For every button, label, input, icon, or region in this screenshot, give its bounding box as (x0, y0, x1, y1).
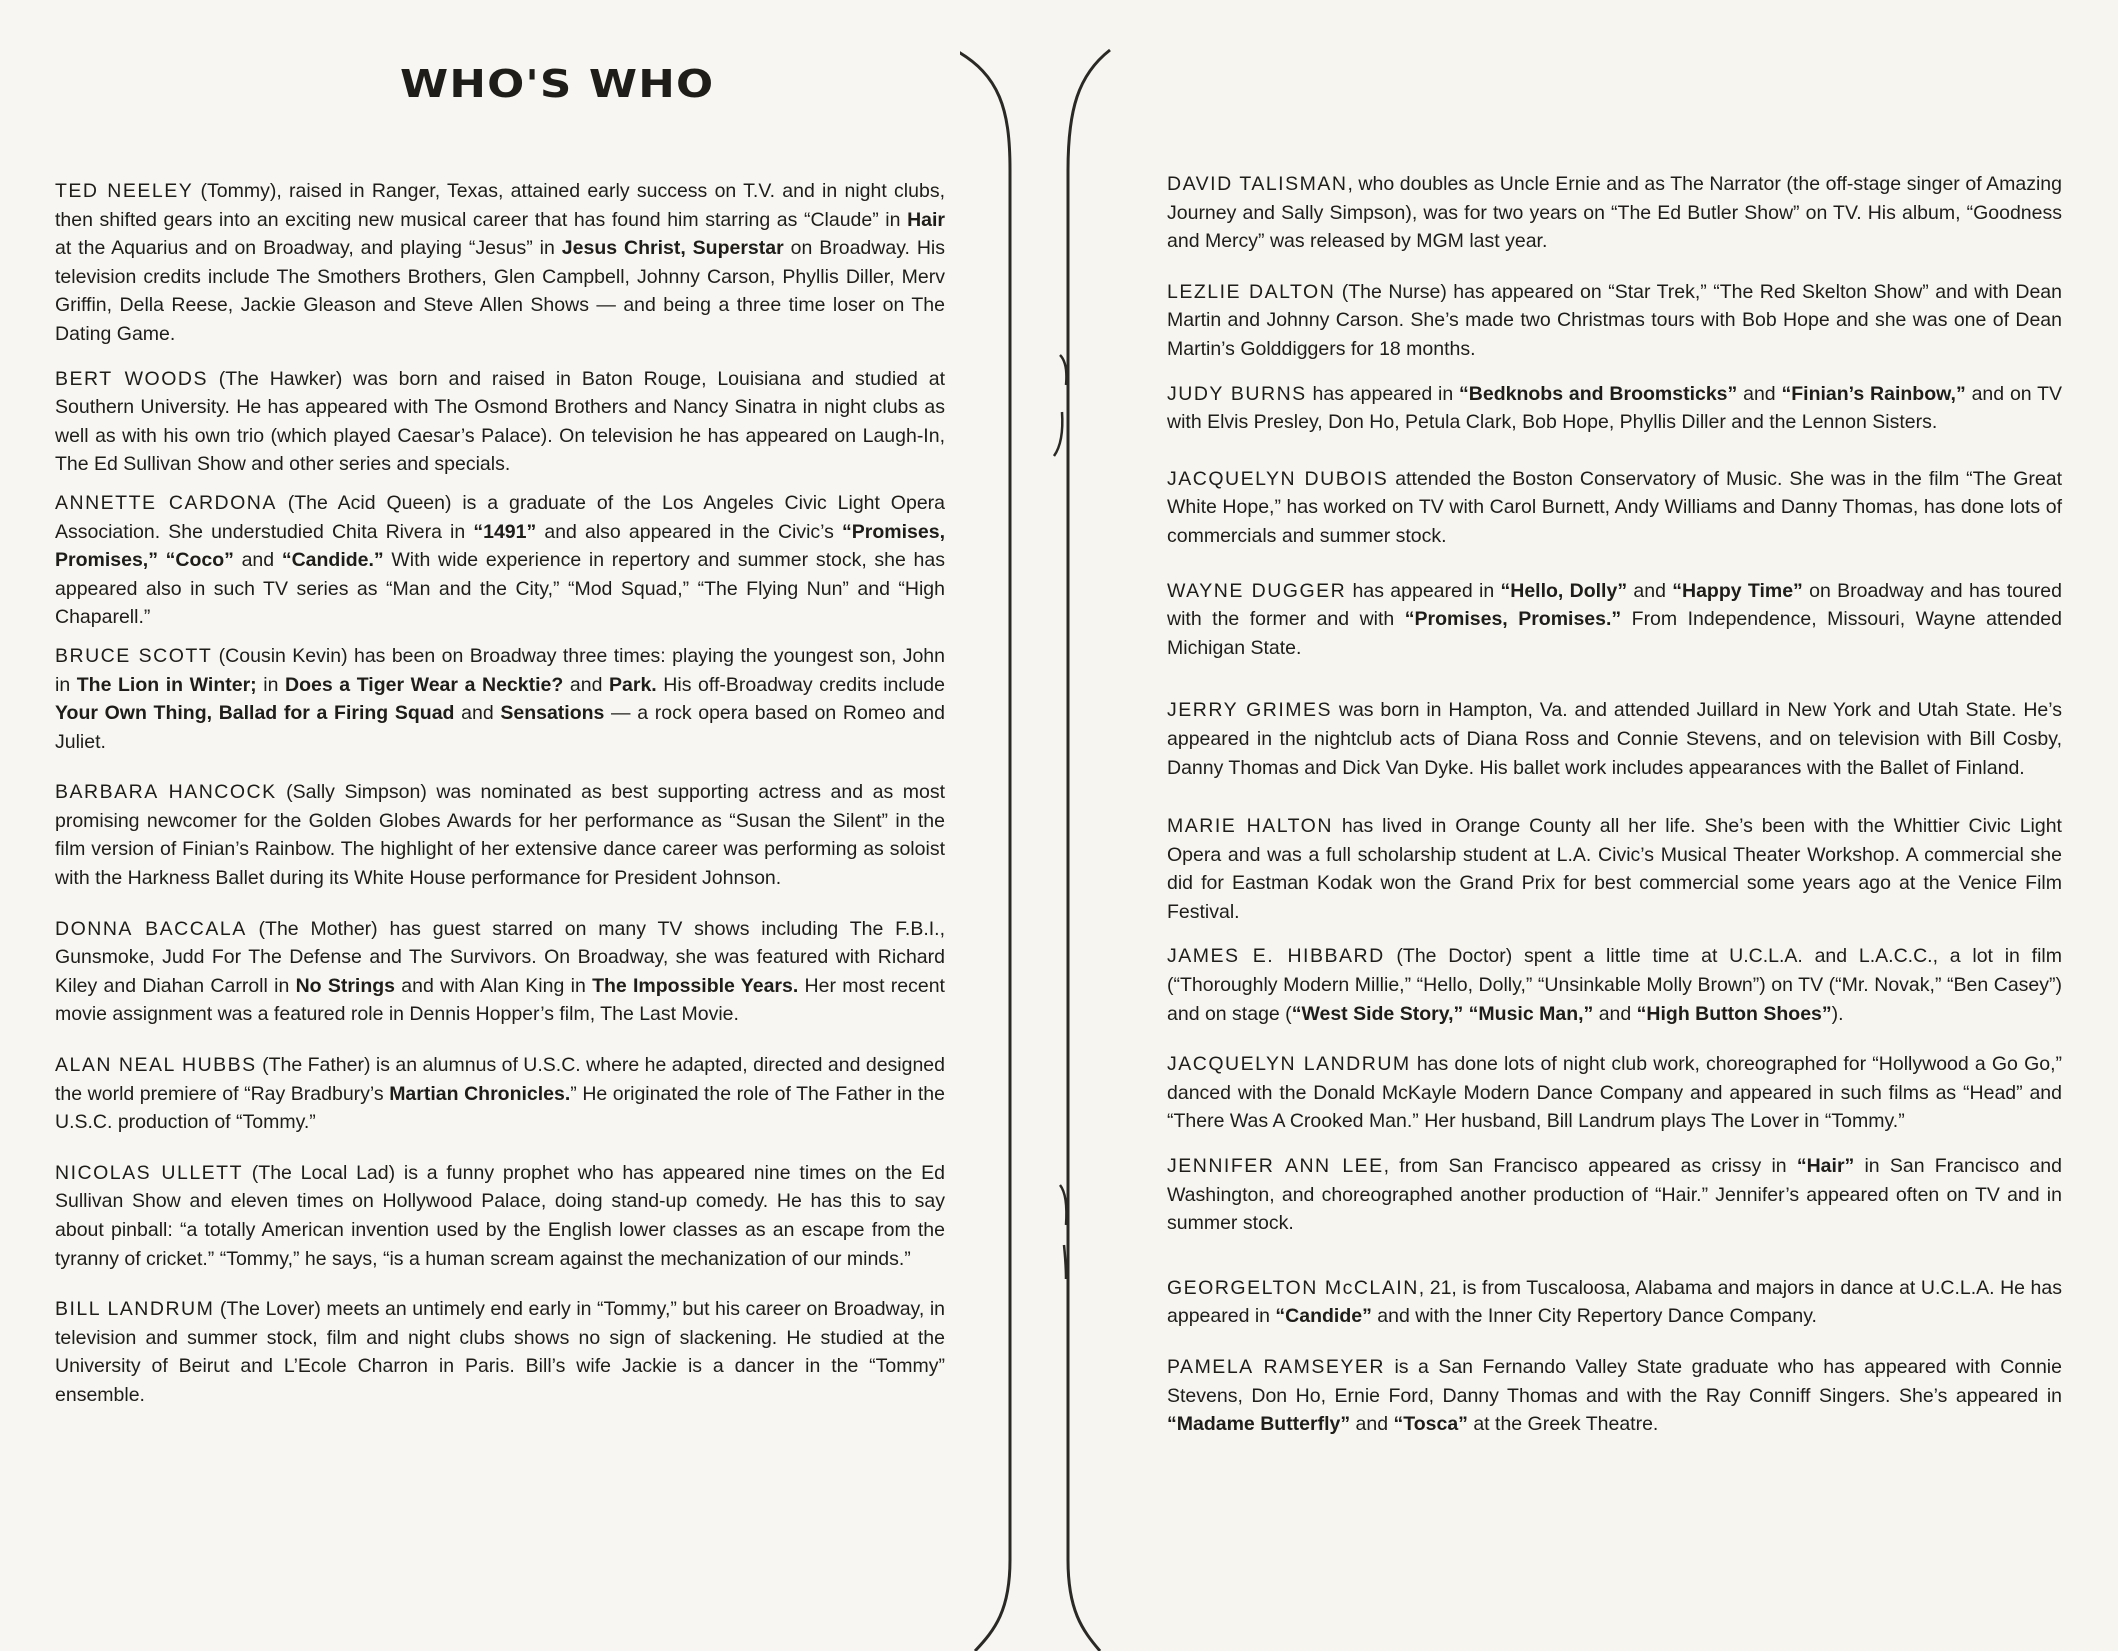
production-title: “Tosca” (1393, 1413, 1468, 1436)
production-title: “West Side Story,” “Music Man,” (1291, 1002, 1594, 1025)
performer-name: TED NEELEY (55, 180, 194, 202)
performer-name: DONNA BACCALA (55, 917, 247, 940)
production-title: Sensations (500, 702, 605, 725)
left-page (0, 0, 1010, 1651)
bio-paragraph (1167, 1274, 2062, 1331)
bio-text: and (1593, 1002, 1637, 1025)
production-title: “Madame Butterfly” (1167, 1413, 1351, 1436)
bio-text: (The Doctor) spent a little time at U.C.L.A. and L.A.C.C., a lot in film (“Thoroughly Modern Millie,” “Hello, Dolly,” “Unsinkable Molly Brown”) on TV (“Mr. Novak,” “Ben Casey”) and on stage ( (1167, 945, 2062, 1025)
bio-text: (Tommy), raised in Ranger, Texas, attained early success on T.V. and in night clubs, then shifted gears into an exciting new musical career that has found him starring as “Claude” in (55, 180, 946, 231)
bio-paragraph (55, 177, 945, 349)
performer-name: JUDY BURNS (1167, 382, 1307, 405)
production-title: “1491” (473, 520, 537, 543)
production-title: “High Button Shoes” (1636, 1002, 1832, 1025)
bio-paragraph (1167, 812, 2062, 926)
production-title: The Lion in Winter; (76, 673, 257, 696)
bio-text: has lived in Orange County all her life. She’s been with the Whittier Civic Light Opera and was a full scholarship student at L.A. Civic’s Musical Theater Workshop. A commercial she did for Eastman Kodak won the Grand Prix for best commercial some years ago at the Venice Film Festival. (1167, 815, 2062, 923)
production-title: “Candide” (1275, 1305, 1372, 1328)
bio-text: (Sally Simpson) was nominated as best supporting actress and as most promising newcomer for the Golden Globes Awards for her performance as “Susan the Silent” in the film version of Finian’s Rainbow. The highlight of her extensive dance career was performing as soloist with the Harkness Ballet during its White House performance for President Johnson. (55, 781, 945, 890)
bio-text: is a San Fernando Valley State graduate who has appeared with Connie Stevens, Don Ho, Ernie Ford, Danny Thomas and with the Ray Conniff Singers. She’s appeared in (1167, 1356, 2062, 1407)
bio-text: , 21, is from Tuscaloosa, Alabama and majors in dance at U.C.L.A. He has appeared in (1167, 1276, 2063, 1328)
bio-text: and on TV with Elvis Presley, Don Ho, Petula Clark, Bob Hope, Phyllis Diller and the Lennon Sisters. (1167, 382, 2063, 434)
bio-text: and (1737, 382, 1782, 405)
production-title: “Finian’s Rainbow,” (1781, 382, 1966, 405)
bio-text: and (1350, 1413, 1394, 1436)
bio-text: and (454, 702, 501, 725)
bio-text: — a rock opera based on Romeo and Juliet. (55, 702, 945, 753)
production-title: Your Own Thing, Ballad for a Firing Squad (55, 702, 455, 725)
bio-text: (Cousin Kevin) has been on Broadway three times: playing the youngest son, John in (55, 644, 945, 696)
bio-text: , from San Francisco appeared as crissy in (1383, 1155, 1797, 1178)
bio-text: ). (1831, 1002, 1844, 1025)
bio-paragraph (1167, 278, 2062, 364)
performer-name: JENNIFER ANN LEE (1167, 1155, 1384, 1178)
bio-text: Her most recent movie assignment was a featured role in Dennis Hopper’s film, The Last Movie. (55, 974, 945, 1026)
bio-text: at the Greek Theatre. (1467, 1413, 1659, 1436)
bio-paragraph (55, 1159, 945, 1273)
bio-text: was born in Hampton, Va. and attended Juillard in New York and Utah State. He’s appeared in the nightclub acts of Diana Ross and Connie Stevens, and on television with Bill Cosby, Danny Thomas and Dick Van Dyke. His ballet work includes appearances with the Ballet of Finland. (1167, 699, 2062, 779)
performer-name: ALAN NEAL HUBBS (55, 1054, 257, 1077)
bio-paragraph (55, 642, 945, 756)
bio-paragraph (1167, 465, 2062, 551)
bio-text: (The Local Lad) is a funny prophet who has appeared nine times on the Ed Sullivan Show and eleven times on Hollywood Palace, doing stand-up comedy. He has this to say about pinball: “a totally American invention used by the English lower classes as an escape from the tyranny of cricket.” “Tommy,” he says, “is a human scream against the mechanization of our minds.” (55, 1161, 945, 1270)
production-title: The Impossible Years. (592, 974, 799, 997)
bio-paragraph (55, 1051, 945, 1137)
bio-paragraph (1167, 1050, 2062, 1136)
performer-name: JERRY GRIMES (1167, 699, 1333, 722)
performer-name: WAYNE DUGGER (1167, 579, 1347, 602)
left-bio-column (55, 177, 945, 1410)
bio-paragraph (1167, 696, 2062, 782)
production-title: Jesus Christ, Superstar (561, 237, 784, 260)
bio-text: and (1627, 579, 1673, 602)
bio-text: and also appeared in the Civic’s (536, 520, 843, 543)
bio-text: in San Francisco and Washington, and choreographed another production of “Hair.” Jennifer’s appeared often on TV and in summer stock. (1167, 1155, 2062, 1235)
page-title: WHO'S WHO (400, 62, 715, 106)
performer-name: BARBARA HANCOCK (55, 781, 277, 804)
bio-text: (The Father) is an alumnus of U.S.C. where he adapted, directed and designed the world premiere of “Ray Bradbury’s (55, 1054, 945, 1105)
bio-paragraph (1167, 942, 2062, 1028)
performer-name: GEORGELTON McCLAIN (1167, 1276, 1419, 1299)
performer-name: NICOLAS ULLETT (55, 1161, 243, 1184)
bio-text: From Independence, Missouri, Wayne attended Michigan State. (1167, 608, 2062, 659)
production-title: “Candide.” (281, 549, 384, 572)
performer-name: BRUCE SCOTT (55, 644, 213, 667)
bio-text: , who doubles as Uncle Ernie and as The Narrator (the off-stage singer of Amazing Journey and Sally Simpson), was for two years on “The Ed Butler Show” on TV. His album, “Goodness and Mercy” was released by MGM last year. (1167, 173, 2062, 253)
performer-name: PAMELA RAMSEYER (1167, 1356, 1385, 1378)
bio-paragraph (55, 1295, 945, 1409)
bio-text: and with Alan King in (395, 974, 593, 997)
bio-paragraph (55, 915, 945, 1029)
production-title: No Strings (295, 974, 396, 997)
performer-name: ANNETTE CARDONA (55, 491, 277, 514)
bio-paragraph (55, 489, 945, 632)
production-title: Park. (609, 673, 657, 696)
bio-paragraph (55, 365, 945, 479)
production-title: “Promises, Promises.” (1404, 608, 1622, 631)
bio-text: With wide experience in repertory and summer stock, she has appeared also in such TV series as “Man and the City,” “Mod Squad,” “The Flying Nun” and “High Chaparell.” (55, 549, 946, 629)
performer-name: JACQUELYN DUBOIS (1167, 467, 1389, 490)
performer-name: LEZLIE DALTON (1167, 280, 1336, 303)
production-title: “Promises, Promises,” “Coco” (55, 520, 946, 572)
production-title: “Happy Time” (1672, 579, 1803, 602)
bio-text: and with the Inner City Repertory Dance Company. (1371, 1305, 1817, 1328)
bio-paragraph (1167, 380, 2062, 437)
production-title: “Hello, Dolly” (1500, 579, 1628, 602)
bio-text: (The Mother) has guest starred on many TV shows including The F.B.I., Gunsmoke, Judd For The Defense and The Survivors. On Broadway, she was featured with Richard Kiley and Diahan Carroll in (55, 917, 945, 997)
bio-text: on Broadway. His television credits include The Smothers Brothers, Glen Campbell, Johnny Carson, Phyllis Diller, Merv Griffin, Della Reese, Jackie Gleason and Steve Allen Shows — and being a three time loser on The Dating Game. (55, 237, 945, 345)
booklet-spine (960, 0, 1160, 1651)
bio-text: (The Nurse) has appeared on “Star Trek,” “The Red Skelton Show” and with Dean Martin and Johnny Carson. She’s made two Christmas tours with Bob Hope and she was one of Dean Martin’s Golddiggers for 18 months. (1167, 280, 2063, 360)
bio-paragraph (1167, 170, 2062, 256)
bio-text: has done lots of night club work, choreographed for “Hollywood a Go Go,” danced with the Donald McKayle Modern Dance Company and appeared in such films as “Head” and “There Was A Crooked Man.” Her husband, Bill Landrum plays The Lover in “Tommy.” (1167, 1053, 2062, 1133)
performer-name: BILL LANDRUM (55, 1298, 215, 1321)
bio-text: at the Aquarius and on Broadway, and playing “Jesus” in (55, 237, 562, 260)
bio-text: and (233, 549, 282, 572)
bio-paragraph (1167, 1152, 2062, 1238)
production-title: “Hair” (1796, 1155, 1855, 1178)
bio-text: and (563, 673, 610, 696)
bio-text: on Broadway and has toured with the former and with (1167, 579, 2062, 631)
bio-text: attended the Boston Conservatory of Music. She was in the film “The Great White Hope,” has worked on TV with Carol Burnett, Andy Williams and Danny Thomas, has done lots of commercials and summer stock. (1167, 467, 2062, 547)
spine-fold-lines (960, 0, 1160, 1651)
production-title: Martian Chronicles. (389, 1082, 571, 1105)
bio-text: has appeared in (1346, 579, 1501, 602)
bio-paragraph (55, 778, 945, 892)
bio-text: (The Acid Queen) is a graduate of the Los Angeles Civic Light Opera Association. She understudied Chita Rivera in (55, 491, 946, 543)
bio-text: has appeared in (1306, 382, 1460, 405)
production-title: Does a Tiger Wear a Necktie? (285, 673, 564, 696)
bio-paragraph (1167, 1353, 2062, 1439)
performer-name: JACQUELYN LANDRUM (1167, 1053, 1411, 1076)
bio-text: ” He originated the role of The Father in the U.S.C. production of “Tommy.” (55, 1082, 945, 1134)
production-title: Hair (907, 208, 945, 231)
performer-name: MARIE HALTON (1167, 815, 1333, 838)
bio-text: in (256, 673, 286, 696)
right-page (1100, 0, 2118, 1651)
bio-text: His off-Broadway credits include (656, 673, 945, 696)
bio-text: (The Lover) meets an untimely end early in “Tommy,” but his career on Broadway, in television and summer stock, film and night clubs shows no sign of slackening. He studied at the University of Beirut and L’Ecole Charron in Paris. Bill’s wife Jackie is a dancer in the “Tommy” ensemble. (55, 1298, 945, 1406)
right-bio-column (1167, 170, 2062, 1439)
performer-name: JAMES E. HIBBARD (1167, 945, 1385, 968)
bio-paragraph (1167, 577, 2062, 663)
performer-name: BERT WOODS (55, 367, 208, 390)
production-title: “Bedknobs and Broomsticks” (1459, 382, 1738, 405)
bio-text: (The Hawker) was born and raised in Baton Rouge, Louisiana and studied at Southern University. He has appeared with The Osmond Brothers and Nancy Sinatra in night clubs as well as with his own trio (which played Caesar’s Palace). On television he has appeared on Laugh-In, The Ed Sullivan Show and other series and specials. (55, 367, 945, 476)
performer-name: DAVID TALISMAN (1167, 173, 1348, 195)
